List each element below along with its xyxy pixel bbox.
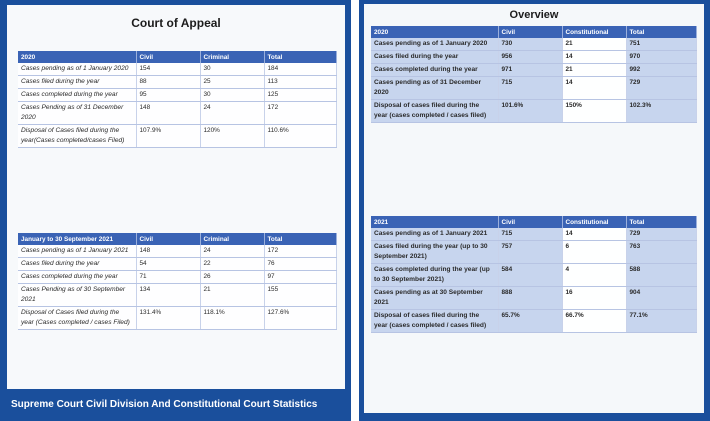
cell-value: 77.1%	[626, 310, 696, 333]
table-row	[371, 241, 696, 264]
cell-value: 172	[264, 245, 336, 258]
column-header: Civil	[498, 216, 562, 228]
cell-value: 992	[626, 64, 696, 77]
row-label: Cases Pending as of 30 September 2021	[18, 284, 136, 307]
cell-value: 24	[200, 245, 264, 258]
table-header-row	[371, 216, 696, 228]
left-panel-frame	[0, 0, 351, 421]
table-header-row	[18, 51, 336, 63]
cell-value: 97	[264, 271, 336, 284]
cell-value: 6	[562, 241, 626, 264]
cell-value: 14	[562, 228, 626, 241]
cell-value: 95	[136, 89, 200, 102]
table-header-row	[371, 26, 696, 38]
cell-value: 715	[498, 228, 562, 241]
row-label: Cases completed during the year	[371, 64, 498, 77]
cell-value: 66.7%	[562, 310, 626, 333]
column-header: Total	[626, 216, 696, 228]
cell-value: 76	[264, 258, 336, 271]
table-row	[371, 287, 696, 310]
court-of-appeal-2021-table	[18, 233, 337, 330]
cell-value: 155	[264, 284, 336, 307]
row-label: Cases filed during the year	[18, 258, 136, 271]
cell-value: 904	[626, 287, 696, 310]
table-row	[371, 264, 696, 287]
overview-2021-table	[371, 216, 697, 333]
overview-2020-table	[371, 26, 697, 123]
table-row	[18, 271, 336, 284]
table-row	[18, 125, 336, 148]
row-label: Cases completed during the year	[18, 271, 136, 284]
cell-value: 16	[562, 287, 626, 310]
row-label: Cases filed during the year (up to 30 September 2021)	[371, 241, 498, 264]
right-panel-frame	[359, 0, 710, 421]
column-header: 2020	[371, 26, 498, 38]
column-header: 2020	[18, 51, 136, 63]
row-label: Cases filed during the year	[371, 51, 498, 64]
overview-title: Overview	[509, 9, 559, 21]
cell-value: 184	[264, 63, 336, 76]
table-row	[18, 245, 336, 258]
table-row	[18, 307, 336, 330]
table-header-row	[18, 233, 336, 245]
column-header: Civil	[136, 233, 200, 245]
cell-value: 956	[498, 51, 562, 64]
cell-value: 21	[562, 64, 626, 77]
overview-sheet	[364, 4, 704, 413]
row-label: Cases pending as at 30 September 2021	[371, 287, 498, 310]
column-header: Criminal	[200, 51, 264, 63]
cell-value: 148	[136, 102, 200, 125]
court-of-appeal-2020-table	[18, 51, 337, 148]
caption-bar: Supreme Court Civil Division And Constitutional Court Statistics	[7, 396, 345, 414]
cell-value: 113	[264, 76, 336, 89]
cell-value: 65.7%	[498, 310, 562, 333]
cell-value: 134	[136, 284, 200, 307]
cell-value: 172	[264, 102, 336, 125]
table-row	[18, 258, 336, 271]
cell-value: 729	[626, 77, 696, 100]
cell-value: 763	[626, 241, 696, 264]
column-header: Civil	[136, 51, 200, 63]
column-header: Criminal	[200, 233, 264, 245]
cell-value: 751	[626, 38, 696, 51]
cell-value: 110.6%	[264, 125, 336, 148]
court-of-appeal-sheet	[7, 5, 345, 389]
table-row	[371, 77, 696, 100]
cell-value: 970	[626, 51, 696, 64]
column-header: Total	[264, 233, 336, 245]
cell-value: 148	[136, 245, 200, 258]
cell-value: 584	[498, 264, 562, 287]
table-row	[18, 102, 336, 125]
cell-value: 26	[200, 271, 264, 284]
column-header: Total	[626, 26, 696, 38]
row-label: Cases pending as of 1 January 2021	[371, 228, 498, 241]
table-row	[371, 64, 696, 77]
column-header: 2021	[371, 216, 498, 228]
cell-value: 588	[626, 264, 696, 287]
cell-value: 30	[200, 63, 264, 76]
cell-value: 125	[264, 89, 336, 102]
cell-value: 888	[498, 287, 562, 310]
cell-value: 14	[562, 51, 626, 64]
cell-value: 715	[498, 77, 562, 100]
row-label: Cases Pending as of 31 December 2020	[18, 102, 136, 125]
cell-value: 120%	[200, 125, 264, 148]
row-label: Cases pending as of 31 December 2020	[371, 77, 498, 100]
row-label: Cases filed during the year	[18, 76, 136, 89]
cell-value: 4	[562, 264, 626, 287]
table-row	[18, 89, 336, 102]
table-row	[371, 51, 696, 64]
cell-value: 150%	[562, 100, 626, 123]
column-header: Civil	[498, 26, 562, 38]
table-row	[18, 284, 336, 307]
cell-value: 54	[136, 258, 200, 271]
cell-value: 118.1%	[200, 307, 264, 330]
cell-value: 102.3%	[626, 100, 696, 123]
cell-value: 729	[626, 228, 696, 241]
cell-value: 101.6%	[498, 100, 562, 123]
column-header: Constitutional	[562, 216, 626, 228]
cell-value: 88	[136, 76, 200, 89]
table-row	[371, 38, 696, 51]
cell-value: 22	[200, 258, 264, 271]
row-label: Disposal of cases filed during the year (cases completed / cases filed)	[371, 310, 498, 333]
cell-value: 25	[200, 76, 264, 89]
court-of-appeal-title: Court of Appeal	[131, 16, 221, 30]
cell-value: 107.9%	[136, 125, 200, 148]
table-row	[18, 63, 336, 76]
row-label: Cases pending as of 1 January 2020	[18, 63, 136, 76]
table-row	[371, 310, 696, 333]
cell-value: 14	[562, 77, 626, 100]
table-row	[371, 100, 696, 123]
cell-value: 127.6%	[264, 307, 336, 330]
row-label: Cases completed during the year	[18, 89, 136, 102]
cell-value: 21	[200, 284, 264, 307]
column-header: Total	[264, 51, 336, 63]
table-row	[371, 228, 696, 241]
cell-value: 757	[498, 241, 562, 264]
row-label: Disposal of Cases filed during the year(Cases completed/cases Filed)	[18, 125, 136, 148]
cell-value: 30	[200, 89, 264, 102]
cell-value: 131.4%	[136, 307, 200, 330]
row-label: Cases pending as of 1 January 2021	[18, 245, 136, 258]
cell-value: 21	[562, 38, 626, 51]
cell-value: 24	[200, 102, 264, 125]
cell-value: 154	[136, 63, 200, 76]
column-header: January to 30 September 2021	[18, 233, 136, 245]
row-label: Disposal of cases filed during the year (cases completed / cases filed)	[371, 100, 498, 123]
column-header: Constitutional	[562, 26, 626, 38]
row-label: Cases pending as of 1 January 2020	[371, 38, 498, 51]
cell-value: 971	[498, 64, 562, 77]
cell-value: 730	[498, 38, 562, 51]
cell-value: 71	[136, 271, 200, 284]
table-row	[18, 76, 336, 89]
row-label: Cases completed during the year (up to 30 September 2021)	[371, 264, 498, 287]
row-label: Disposal of Cases filed during the year (Cases completed / cases Filed)	[18, 307, 136, 330]
